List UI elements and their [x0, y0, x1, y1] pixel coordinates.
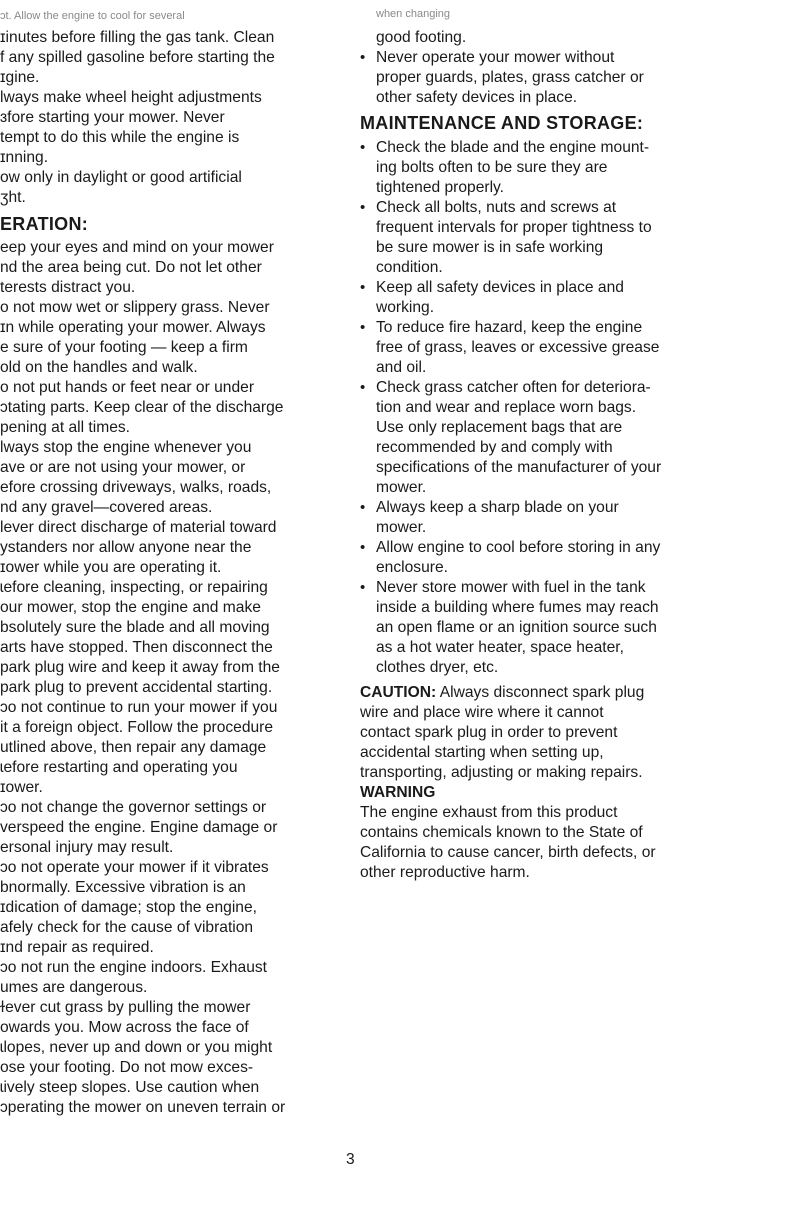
text-line: ɔo not continue to run your mower if you — [0, 699, 278, 716]
text-line: ʒht. — [0, 189, 26, 206]
text-line: enclosure. — [376, 559, 448, 576]
text-line: ɩlopes, never up and down or you might — [0, 1039, 273, 1056]
text-line: ɔtating parts. Keep clear of the discharge — [0, 399, 284, 416]
text-line: ɩefore restarting and operating you — [0, 759, 238, 776]
text-line: Check the blade and the engine mount- — [376, 139, 650, 156]
warning-label: WARNING — [360, 784, 436, 801]
text-line: pening at all times. — [0, 419, 131, 436]
caution-label: CAUTION: — [360, 684, 437, 701]
text-line: tightened properly. — [376, 179, 505, 196]
text-line: working. — [376, 299, 435, 316]
caution-paragraph — [360, 683, 644, 703]
bullet-icon: • — [360, 539, 366, 556]
text-line: recommended by and comply with — [376, 439, 613, 456]
text-line: bsolutely sure the blade and all moving — [0, 619, 270, 636]
text-line: park plug wire and keep it away from the — [0, 659, 280, 676]
text-line: ɪnd repair as required. — [0, 939, 154, 956]
text-line: ɪinutes before filling the gas tank. Clean — [0, 29, 275, 46]
text-line: Use only replacement bags that are — [376, 419, 623, 436]
text-line: frequent intervals for proper tightness to — [376, 219, 652, 236]
text-line: proper guards, plates, grass catcher or — [376, 69, 644, 86]
text-line: be sure mower is in safe working — [376, 239, 604, 256]
text-line: ow only in daylight or good artificial — [0, 169, 242, 186]
text-line: Check grass catcher often for deteriora- — [376, 379, 651, 396]
text-line: old on the handles and walk. — [0, 359, 198, 376]
bullet-icon: • — [360, 279, 366, 296]
bullet-icon: • — [360, 139, 366, 156]
text-line: To reduce fire hazard, keep the engine — [376, 319, 643, 336]
text-line: an open flame or an ignition source such — [376, 619, 657, 636]
text-line: ɪower while you are operating it. — [0, 559, 222, 576]
text-line: inside a building where fumes may reach — [376, 599, 659, 616]
text-line: accidental starting when setting up, — [360, 744, 604, 761]
text-line: umes are dangerous. — [0, 979, 148, 996]
text-line: efore crossing driveways, walks, roads, — [0, 479, 272, 496]
text-line: contact spark plug in order to prevent — [360, 724, 618, 741]
text-line: good footing. — [376, 29, 467, 46]
text-line: ɔo not change the governor settings or — [0, 799, 267, 816]
text-line: e sure of your footing — keep a firm — [0, 339, 248, 356]
text-line: lways stop the engine whenever you — [0, 439, 252, 456]
bullet-icon: • — [360, 49, 366, 66]
text-line: lever direct discharge of material toward — [0, 519, 277, 536]
text-line: verspeed the engine. Engine damage or — [0, 819, 278, 836]
text-line: ɔo not run the engine indoors. Exhaust — [0, 959, 268, 976]
text-line: transporting, adjusting or making repairs. — [360, 764, 643, 781]
text-line: afely check for the cause of vibration — [0, 919, 254, 936]
text-line: mower. — [376, 519, 427, 536]
bullet-icon: • — [360, 319, 366, 336]
text-line: o not put hands or feet near or under — [0, 379, 255, 396]
text-line: ɩively steep slopes. Use caution when — [0, 1079, 260, 1096]
text-line: tempt to do this while the engine is — [0, 129, 240, 146]
text-line: California to cause cancer, birth defects, or — [360, 844, 656, 861]
text-line: nd any gravel—covered areas. — [0, 499, 213, 516]
text-line: ɩefore cleaning, inspecting, or repairing — [0, 579, 268, 596]
text-line: ɫever cut grass by pulling the mower — [0, 999, 251, 1016]
text-line: Allow engine to cool before storing in any — [376, 539, 661, 556]
text-line: other reproductive harm. — [360, 864, 530, 881]
text-line: other safety devices in place. — [376, 89, 578, 106]
text-line: ystanders nor allow anyone near the — [0, 539, 252, 556]
cutoff-line: ɔt. Allow the engine to cool for several — [0, 10, 185, 22]
cutoff-line: when changing — [376, 8, 451, 20]
text-line: o not mow wet or slippery grass. Never — [0, 299, 270, 316]
text-line: ersonal injury may result. — [0, 839, 174, 856]
text-line: The engine exhaust from this product — [360, 804, 618, 821]
text-line: f any spilled gasoline before starting the — [0, 49, 275, 66]
text-line: ɪower. — [0, 779, 43, 796]
text-line: Never store mower with fuel in the tank — [376, 579, 646, 596]
text-line: it a foreign object. Follow the procedure — [0, 719, 274, 736]
text-line: Always keep a sharp blade on your — [376, 499, 619, 516]
text-line: mower. — [376, 479, 427, 496]
text-line: lways make wheel height adjustments — [0, 89, 262, 106]
text-line: ɪnning. — [0, 149, 49, 166]
text-line: and oil. — [376, 359, 427, 376]
text-line: ɪn while operating your mower. Always — [0, 319, 266, 336]
text-line: Keep all safety devices in place and — [376, 279, 624, 296]
bullet-icon: • — [360, 579, 366, 596]
text-line: ave or are not using your mower, or — [0, 459, 246, 476]
text-line: bnormally. Excessive vibration is an — [0, 879, 246, 896]
text-line: terests distract you. — [0, 279, 136, 296]
caution-text: Always disconnect spark plug — [439, 684, 645, 701]
text-line: tion and wear and replace worn bags. — [376, 399, 637, 416]
text-line: our mower, stop the engine and make — [0, 599, 261, 616]
bullet-icon: • — [360, 379, 366, 396]
text-line: nd the area being cut. Do not let other — [0, 259, 262, 276]
bullet-icon: • — [360, 199, 366, 216]
text-line: park plug to prevent accidental starting. — [0, 679, 273, 696]
text-line: as a hot water heater, space heater, — [376, 639, 624, 656]
text-line: ɔperating the mower on uneven terrain or — [0, 1099, 286, 1116]
text-line: free of grass, leaves or excessive grease — [376, 339, 660, 356]
page-number: 3 — [346, 1151, 355, 1168]
text-line: utlined above, then repair any damage — [0, 739, 267, 756]
text-line: eep your eyes and mind on your mower — [0, 239, 274, 256]
section-heading-operation: ERATION: — [0, 214, 89, 234]
bullet-icon: • — [360, 499, 366, 516]
text-line: ing bolts often to be sure they are — [376, 159, 608, 176]
text-line: contains chemicals known to the State of — [360, 824, 643, 841]
text-line: arts have stopped. Then disconnect the — [0, 639, 273, 656]
text-line: Never operate your mower without — [376, 49, 615, 66]
text-line: ɜfore starting your mower. Never — [0, 109, 225, 126]
text-line: ose your footing. Do not mow exces- — [0, 1059, 254, 1076]
text-line: ɪdication of damage; stop the engine, — [0, 899, 257, 916]
text-line: ɔo not operate your mower if it vibrates — [0, 859, 269, 876]
section-heading-maintenance: MAINTENANCE AND STORAGE: — [360, 113, 644, 133]
text-line: ɪgine. — [0, 69, 40, 86]
text-line: Check all bolts, nuts and screws at — [376, 199, 617, 216]
text-line: specifications of the manufacturer of your — [376, 459, 662, 476]
text-line: wire and place wire where it cannot — [360, 704, 604, 721]
text-line: condition. — [376, 259, 443, 276]
text-line: clothes dryer, etc. — [376, 659, 499, 676]
text-line: owards you. Mow across the face of — [0, 1019, 249, 1036]
